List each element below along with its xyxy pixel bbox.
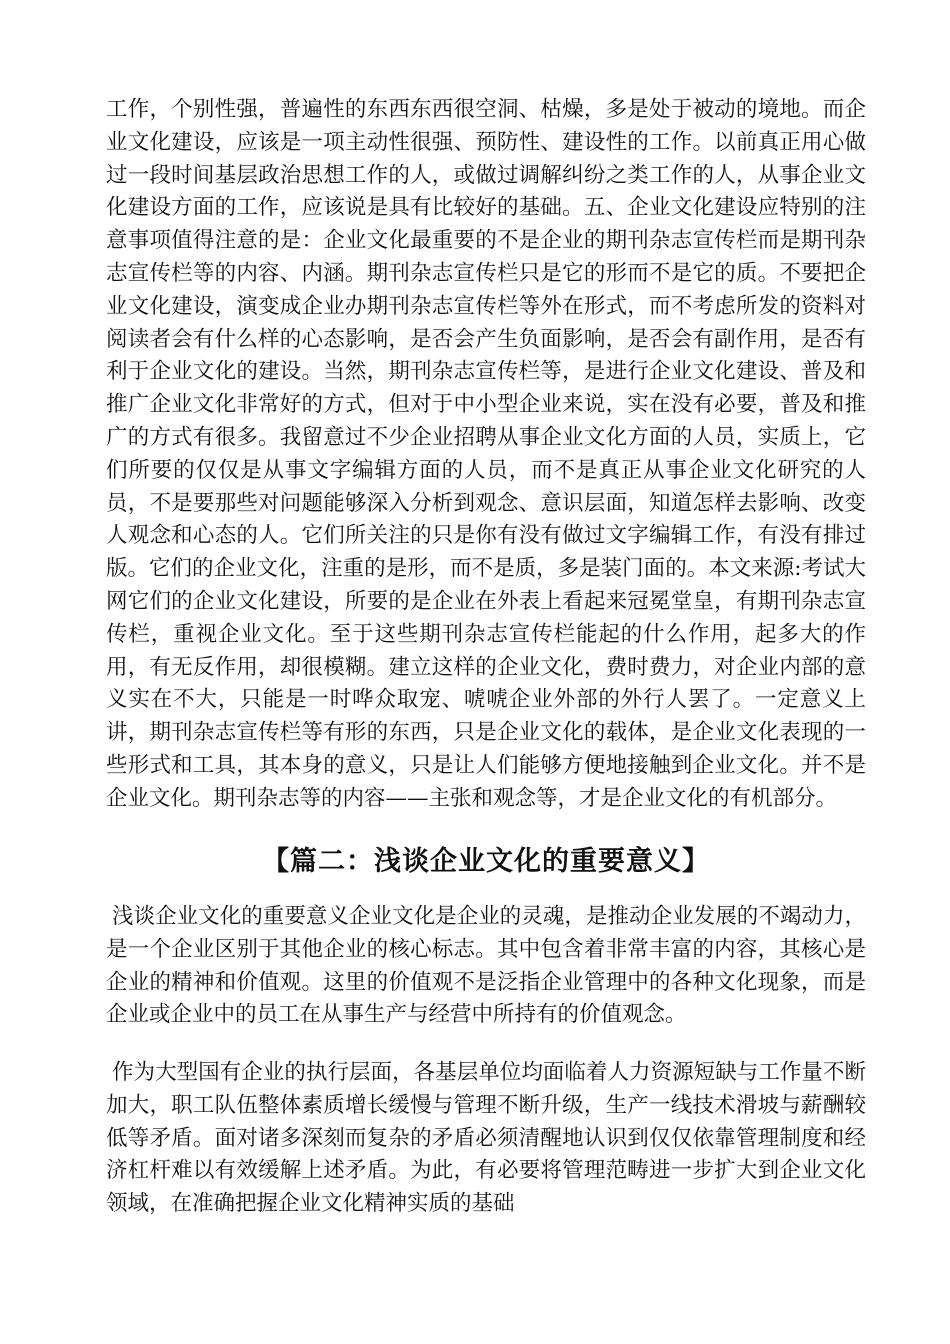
paragraph-second: 作为大型国有企业的执行层面，各基层单位均面临着人力资源短缺与工作量不断加大，职工队伍整体素质增长缓慢与管理不断升级，生产一线技术滑坡与薪酬较低等矛盾。面对诸多深刻而复杂的矛盾必须清醒地认识到仅仅依靠管理制度和经济杠杆难以有效缓解上述矛盾。为此，有必要将管理范畴进一步扩大到企业文化领域，在准确把握企业文化精神实质的基础 (106, 1060, 866, 1217)
section-heading: 【篇二：浅谈企业文化的重要意义】 (262, 846, 710, 877)
document-body-lower-2 (106, 1057, 866, 1221)
paragraph-intro: 浅谈企业文化的重要意义企业文化是企业的灵魂，是推动企业发展的不竭动力，是一个企业区别于其他企业的核心标志。其中包含着非常丰富的内容，其核心是企业的精神和价值观。这里的价值观不是泛指企业管理中的各种文化现象，而是企业或企业中的员工在从事生产与经营中所持有的价值观念。 (106, 904, 866, 1028)
document-body-upper (106, 94, 866, 816)
paragraph-continued: 工作，个别性强，普遍性的东西东西很空洞、枯燥，多是处于被动的境地。而企业文化建设，应该是一项主动性很强、预防性、建设性的工作。以前真正用心做过一段时间基层政治思想工作的人，或做过调解纠纷之类工作的人，从事企业文化建设方面的工作，应该说是具有比较好的基础。五、企业文化建设应特别的注意事项值得注意的是：企业文化最重要的不是企业的期刊杂志宣传栏而是期刊杂志宣传栏等的内容、内涵。期刊杂志宣传栏只是它的形而不是它的质。不要把企业文化建设，演变成企业办期刊杂志宣传栏等外在形式，而不考虑所发的资料对阅读者会有什么样的心态影响，是否会产生负面影响，是否会有副作用，是否有利于企业文化的建设。当然，期刊杂志宣传栏等，是进行企业文化建设、普及和推广企业文化非常好的方式，但对于中小型企业来说，实在没有必要，普及和推广的方式有很多。我留意过不少企业招聘从事企业文化方面的人员，实质上，它们所要的仅仅是从事文字编辑方面的人员，而不是真正从事企业文化研究的人员，不是要那些对问题能够深入分析到观念、意识层面，知道怎样去影响、改变人观念和心态的人。它们所关注的只是你有没有做过文字编辑工作，有没有排过版。它们的企业文化，注重的是形，而不是质，多是装门面的。本文来源:考试大网它们的企业文化建设，所要的是企业在外表上看起来冠冕堂皇，有期刊杂志宣传栏，重视企业文化。至于这些期刊杂志宣传栏能起的什么作用，起多大的作用，有无反作用，却很模糊。建立这样的企业文化，费时费力，对企业内部的意义实在不大，只能是一时哗众取宠、唬唬企业外部的外行人罢了。一定意义上讲，期刊杂志宣传栏等有形的东西，只是企业文化的载体，是企业文化表现的一些形式和工具，其本身的意义，只是让人们能够方便地接触到企业文化。并不是企业文化。期刊杂志等的内容——主张和观念等，才是企业文化的有机部分。 (106, 97, 866, 811)
document-body-lower (106, 901, 866, 1032)
